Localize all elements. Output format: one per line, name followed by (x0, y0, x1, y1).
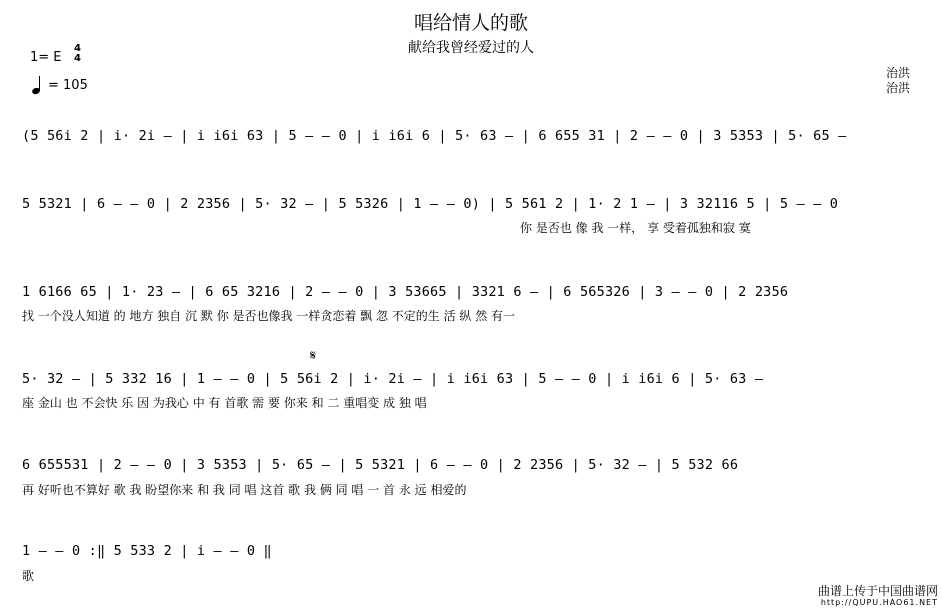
time-signature (74, 44, 81, 64)
lyrics-line-2: 你 是否也 像 我 一样， 享 受着孤独和寂 寞 (520, 221, 751, 235)
score-line-2: 5 5321 | 6 – – 0 | 2 2356 | 5· 32 – | 5 5326 | 1 – – 0) | 5 561 2 | 1· 2 1 – | 3 32116 5 | 5 – – 0 (22, 196, 839, 212)
time-signature-top: 4 (74, 43, 81, 54)
score-line-1: (5 56i 2 | i· 2i – | i i6i 63 | 5 – – 0 | i i6i 6 | 5· 63 – | 6 655 31 | 2 – – 0 | 3 5353 | 5· 65 – (22, 128, 847, 144)
tempo-value: = 105 (48, 77, 88, 93)
lyrics-line-3: 找 一个没人知道 的 地方 独自 沉 默 你 是否也像我 一样贪恋着 飘 忽 不定的生 活 纵 然 有一 (22, 309, 516, 323)
watermark-url[interactable]: http://QUPU.HAO61.NET (820, 598, 938, 607)
song-title: 唱给情人的歌 (413, 12, 528, 34)
time-signature-bottom: 4 (74, 53, 81, 64)
composer: 治洪 (886, 81, 911, 95)
tempo-marking (32, 76, 88, 94)
quarter-note-icon (32, 76, 42, 94)
lyrics-line-6: 歌 (22, 569, 35, 583)
song-subtitle: 献给我曾经爱过的人 (408, 40, 534, 56)
score-line-6: 1 – – 0 :‖ 5 533 2 | i – – 0 ‖ (22, 543, 272, 559)
score-line-3: 1 6166 65 | 1· 23 – | 6 65 3216 | 2 – – 0 | 3 53665 | 3321 6 – | 6 565326 | 3 – – 0 | 2 2356 (22, 284, 789, 300)
watermark-text: 曲谱上传于中国曲谱网 (817, 584, 938, 598)
segno-icon: 𝄋 (310, 348, 317, 364)
lyricist: 治洪 (886, 66, 911, 80)
key-signature: 1= E (30, 50, 62, 65)
lyrics-line-4: 座 金山 也 不会快 乐 因 为我心 中 有 首歌 需 要 你来 和 二 重唱变 成 独 唱 (22, 396, 427, 410)
score-line-4: 5· 32 – | 5 332 16 | 1 – – 0 | 5 56i 2 | i· 2i – | i i6i 63 | 5 – – 0 | i i6i 6 | 5· 63 – (22, 371, 764, 387)
lyrics-line-5: 再 好听也不算好 歌 我 盼望你来 和 我 同 唱 这首 歌 我 俩 同 唱 一 首 永 远 相爱的 (22, 483, 467, 497)
score-line-5: 6 655531 | 2 – – 0 | 3 5353 | 5· 65 – | 5 5321 | 6 – – 0 | 2 2356 | 5· 32 – | 5 532 66 (22, 457, 739, 473)
